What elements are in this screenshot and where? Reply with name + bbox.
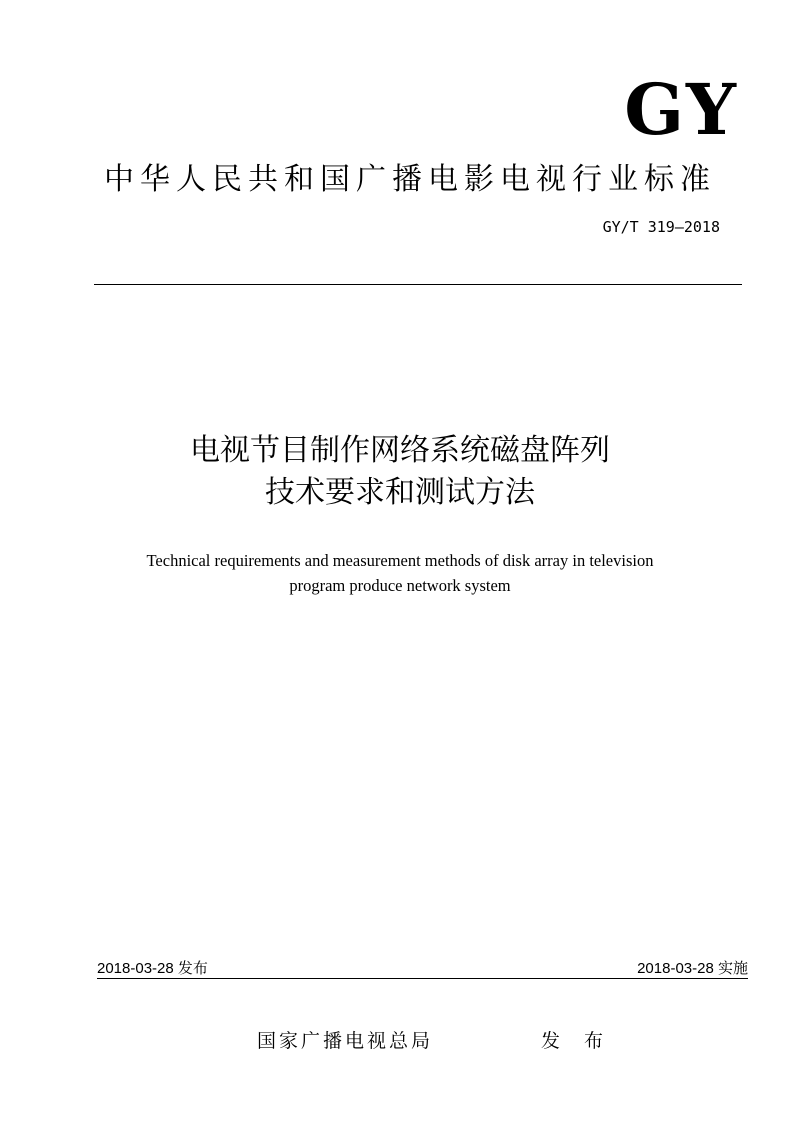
gy-logo: GY <box>624 68 738 151</box>
standard-number: GY/T 319—2018 <box>602 218 720 236</box>
header-divider <box>94 284 742 285</box>
document-title-english <box>0 548 800 598</box>
issuing-authority: 国家广播电视总局 <box>257 1030 434 1052</box>
publish-date: 2018-03-28 发布 <box>97 960 208 977</box>
date-divider <box>97 978 748 979</box>
document-title-chinese <box>0 430 800 514</box>
title-english-line-1: Technical requirements and measurement methods of disk array in television <box>146 551 654 570</box>
organization-title: 中华人民共和国广播电影电视行业标准 <box>104 162 716 197</box>
implementation-date: 2018-03-28 实施 <box>637 960 748 977</box>
title-chinese-line-1: 电视节目制作网络系统磁盘阵列 <box>190 433 610 468</box>
title-english-line-2: program produce network system <box>289 576 511 595</box>
issued-label: 发 布 <box>541 1030 613 1052</box>
title-chinese-line-2: 技术要求和测试方法 <box>265 475 535 510</box>
